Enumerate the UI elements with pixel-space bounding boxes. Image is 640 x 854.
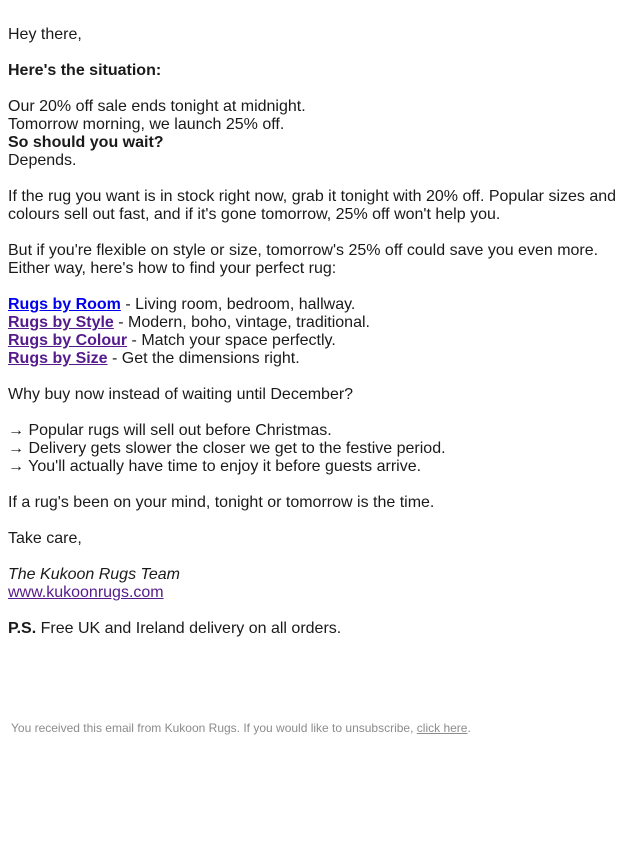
answer: Depends. (8, 152, 77, 169)
reasons-list (8, 422, 628, 476)
sale-block (8, 98, 628, 170)
instock-paragraph: If the rug you want is in stock right now, grab it tonight with 20% off. Popular sizes and colours sell out fast, and if it's gone tomorrow, 25% off won't help you. (8, 188, 617, 223)
sale-line-1: Our 20% off sale ends tonight at midnight. (8, 98, 306, 115)
footer-text: You received this email from Kukoon Rugs. If you would like to unsubscribe, (11, 721, 417, 735)
ps-label: P.S. (8, 620, 37, 637)
rugs-by-style-link[interactable]: Rugs by Style (8, 314, 114, 331)
rugs-by-room-link[interactable]: Rugs by Room (8, 296, 121, 313)
category-desc: - Living room, bedroom, hallway. (120, 296, 356, 313)
sign-off: Take care, (8, 530, 82, 547)
closing-line: If a rug's been on your mind, tonight or tomorrow is the time. (8, 494, 435, 511)
category-desc: - Modern, boho, vintage, traditional. (113, 314, 370, 331)
category-item-style (8, 314, 628, 332)
category-item-room (8, 296, 628, 314)
sale-line-2: Tomorrow morning, we launch 25% off. (8, 116, 285, 133)
rugs-by-colour-link[interactable]: Rugs by Colour (8, 332, 128, 349)
email-footer (11, 721, 471, 735)
email-body (8, 26, 628, 656)
category-item-colour (8, 332, 628, 350)
website-link[interactable]: www.kukoonrugs.com (8, 584, 164, 601)
flexible-line-1: But if you're flexible on style or size, tomorrow's 25% off could save you even more. (8, 242, 599, 259)
flexible-block (8, 242, 628, 278)
reason-item: → You'll actually have time to enjoy it before guests arrive. (8, 458, 422, 475)
flexible-line-2: Either way, here's how to find your perfect rug: (8, 260, 337, 277)
ps-text: Free UK and Ireland delivery on all orders. (36, 620, 342, 637)
signature-block (8, 566, 628, 602)
rugs-by-size-link[interactable]: Rugs by Size (8, 350, 108, 367)
postscript (8, 620, 628, 638)
category-item-size (8, 350, 628, 368)
reason-item: → Delivery gets slower the closer we get to the festive period. (8, 440, 446, 457)
category-list (8, 296, 628, 368)
unsubscribe-link[interactable]: click here (416, 721, 468, 735)
greeting: Hey there, (8, 26, 82, 43)
footer-end: . (467, 721, 471, 735)
team-name: The Kukoon Rugs Team (8, 566, 180, 583)
category-desc: - Get the dimensions right. (107, 350, 300, 367)
why-heading: Why buy now instead of waiting until December? (8, 386, 354, 403)
situation-heading: Here's the situation: (8, 62, 162, 79)
question: So should you wait? (8, 134, 164, 151)
reason-item: → Popular rugs will sell out before Christmas. (8, 422, 332, 439)
category-desc: - Match your space perfectly. (127, 332, 336, 349)
